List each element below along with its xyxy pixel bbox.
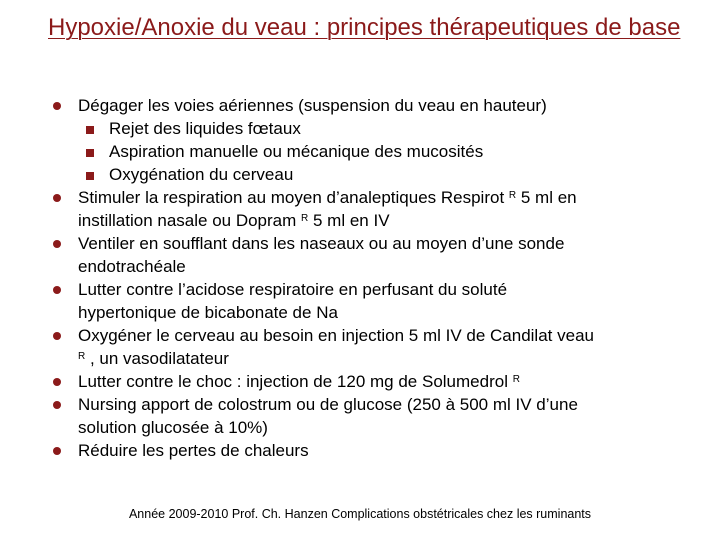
round-bullet-icon (53, 332, 61, 340)
sub-bullet-item (48, 140, 698, 163)
sub-bullet-text: Rejet des liquides fœtaux (109, 119, 301, 138)
sub-bullet-item (48, 163, 698, 186)
registered-mark: R (508, 190, 517, 201)
bullet-continuation: solution glucosée à 10%) (78, 418, 268, 437)
bullet-continuation: instillation nasale ou Dopram $^R$ 5 ml en IV (78, 211, 390, 230)
round-bullet-icon (53, 194, 61, 202)
bullet-continuation: $^R$ , un vasodilatateur (78, 349, 229, 368)
bullet-item (48, 439, 698, 462)
square-bullet-icon (86, 172, 94, 180)
bullet-item (48, 324, 698, 347)
slide-title: Hypoxie/Anoxie du veau : principes thérapeutiques de base (48, 14, 681, 41)
bullet-item (48, 232, 698, 255)
bullet-continuation: hypertonique de bicabonate de Na (78, 303, 338, 322)
bullet-text: Nursing apport de colostrum ou de glucose (250 à 500 ml IV d’une (78, 395, 578, 414)
bullet-item (48, 370, 698, 393)
registered-mark: R (512, 374, 520, 385)
round-bullet-icon (53, 447, 61, 455)
bullet-text: Dégager les voies aériennes (suspension du veau en hauteur) (78, 96, 547, 115)
slide-footer: Année 2009-2010 Prof. Ch. Hanzen Complications obstétricales chez les ruminants (128, 507, 592, 521)
round-bullet-icon (53, 286, 61, 294)
bullet-text: Lutter contre le choc : injection de 120 mg de Solumedrol (78, 372, 508, 391)
registered-mark: R (301, 213, 309, 224)
bullet-text: Oxygéner le cerveau au besoin en injection 5 ml IV de Candilat veau (78, 326, 594, 345)
bullet-text-cont: 5 ml en (520, 188, 577, 207)
bullet-item (48, 393, 698, 416)
bullet-item (48, 94, 698, 117)
bullet-item (48, 186, 698, 209)
sub-bullet-text: Aspiration manuelle ou mécanique des mucosités (109, 142, 484, 161)
round-bullet-icon (53, 401, 61, 409)
bullet-list (48, 94, 698, 462)
registered-mark: R (78, 351, 86, 362)
sub-bullet-text: Oxygénation du cerveau (109, 165, 294, 184)
square-bullet-icon (86, 149, 94, 157)
bullet-text: Ventiler en soufflant dans les naseaux ou au moyen d’une sonde (78, 234, 565, 253)
bullet-continuation: endotrachéale (78, 257, 186, 276)
round-bullet-icon (53, 102, 61, 110)
bullet-text: Lutter contre l’acidose respiratoire en perfusant du soluté (78, 280, 508, 299)
round-bullet-icon (53, 378, 61, 386)
square-bullet-icon (86, 126, 94, 134)
bullet-text: Stimuler la respiration au moyen d’analeptiques Respirot (78, 188, 505, 207)
bullet-item (48, 278, 698, 301)
round-bullet-icon (53, 240, 61, 248)
sub-bullet-item (48, 117, 698, 140)
bullet-text: Réduire les pertes de chaleurs (78, 441, 309, 460)
